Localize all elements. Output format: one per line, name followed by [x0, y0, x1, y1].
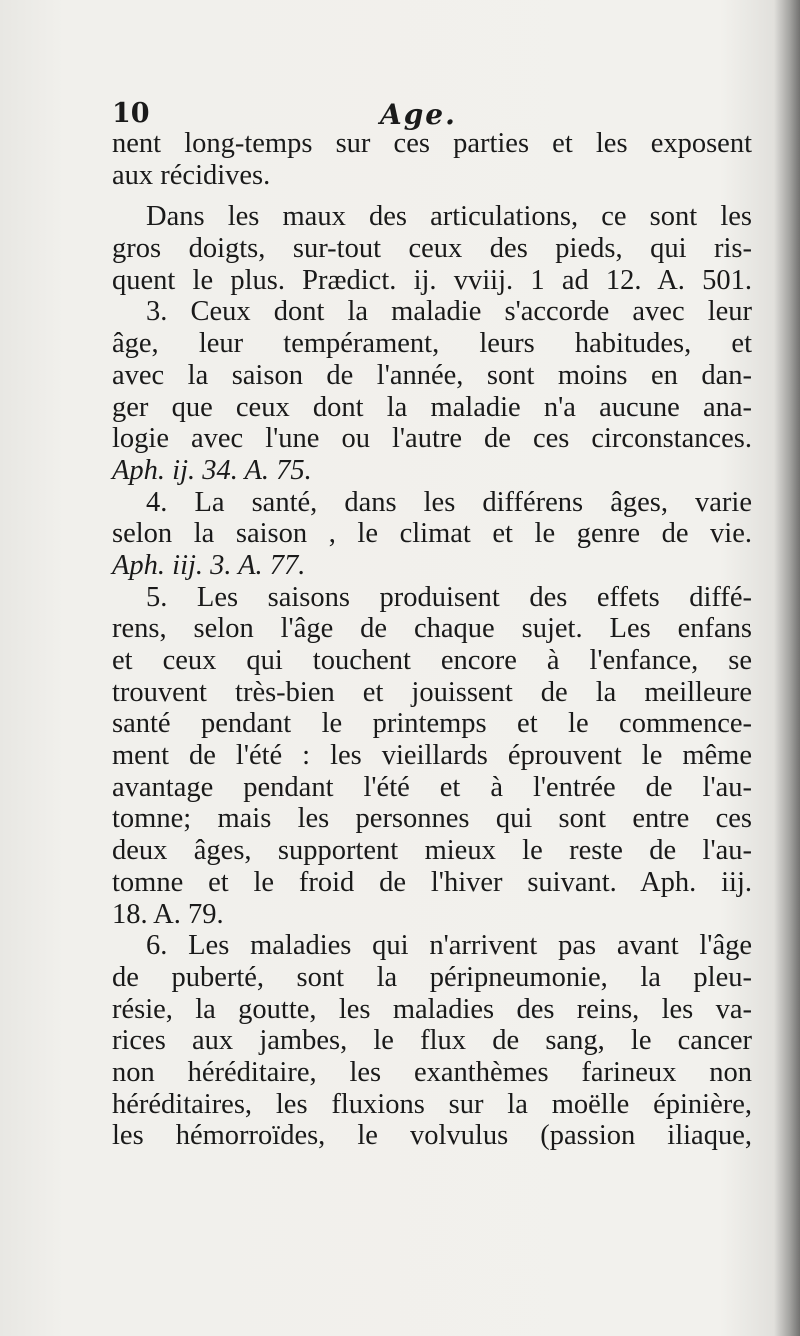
text-line: 3. Ceux dont la maladie s'accorde avec leur: [146, 296, 752, 328]
text-line: résie, la goutte, les maladies des reins, les va-: [112, 993, 752, 1025]
text-line: gros doigts, sur-tout ceux des pieds, qui ris-: [112, 233, 752, 265]
paragraph-gap: [112, 191, 752, 201]
text-line: Aph. iij. 3. A. 77.: [112, 549, 306, 581]
text-line: Dans les maux des articulations, ce sont les: [146, 201, 752, 233]
page-number: 10: [112, 98, 150, 129]
text-line: santé pendant le printemps et le commence-: [112, 708, 752, 740]
text-line: rens, selon l'âge de chaque sujet. Les enfans: [112, 613, 752, 645]
text-block: [112, 128, 752, 1152]
text-line: 6. Les maladies qui n'arrivent pas avant l'âge: [146, 930, 752, 962]
text-line: de puberté, sont la péripneumonie, la pleu-: [112, 961, 752, 993]
text-line: avantage pendant l'été et à l'entrée de l'au-: [112, 771, 752, 803]
text-line: 18. A. 79.: [112, 898, 224, 930]
text-line: ment de l'été : les vieillards éprouvent le même: [112, 740, 752, 772]
text-line: tomne; mais les personnes qui sont entre ces: [112, 803, 752, 835]
page-spine-shadow: [774, 0, 800, 1336]
text-line: ger que ceux dont la maladie n'a aucune ana-: [112, 391, 752, 423]
text-line: avec la saison de l'année, sont moins en dan-: [112, 359, 752, 391]
text-line: trouvent très-bien et jouissent de la meilleure: [112, 676, 752, 708]
text-line: selon la saison , le climat et le genre de vie.: [112, 518, 752, 550]
text-line: tomne et le froid de l'hiver suivant. Aph. iij.: [112, 866, 752, 898]
text-line: non héréditaire, les exanthèmes farineux non: [112, 1056, 752, 1088]
running-head: Age.: [380, 98, 457, 131]
text-line: et ceux qui touchent encore à l'enfance, se: [112, 645, 752, 676]
text-line: Aph. ij. 34. A. 75.: [112, 454, 312, 486]
text-line: 4. La santé, dans les différens âges, varie: [146, 486, 752, 518]
text-line: nent long-temps sur ces parties et les exposent: [112, 128, 752, 159]
text-line: deux âges, supportent mieux le reste de l'au-: [112, 835, 752, 867]
text-line: héréditaires, les fluxions sur la moëlle épinière,: [112, 1088, 752, 1120]
text-line: quent le plus. Prædict. ij. vviij. 1 ad 12. A. 501.: [112, 264, 752, 296]
text-line: âge, leur tempérament, leurs habitudes, et: [112, 328, 752, 360]
text-line: 5. Les saisons produisent des effets diffé-: [146, 581, 752, 613]
text-line: logie avec l'une ou l'autre de ces circonstances.: [112, 423, 752, 455]
text-line: aux récidives.: [112, 159, 271, 191]
text-line: les hémorroïdes, le volvulus (passion iliaque,: [112, 1120, 752, 1152]
text-line: rices aux jambes, le flux de sang, le cancer: [112, 1025, 752, 1057]
